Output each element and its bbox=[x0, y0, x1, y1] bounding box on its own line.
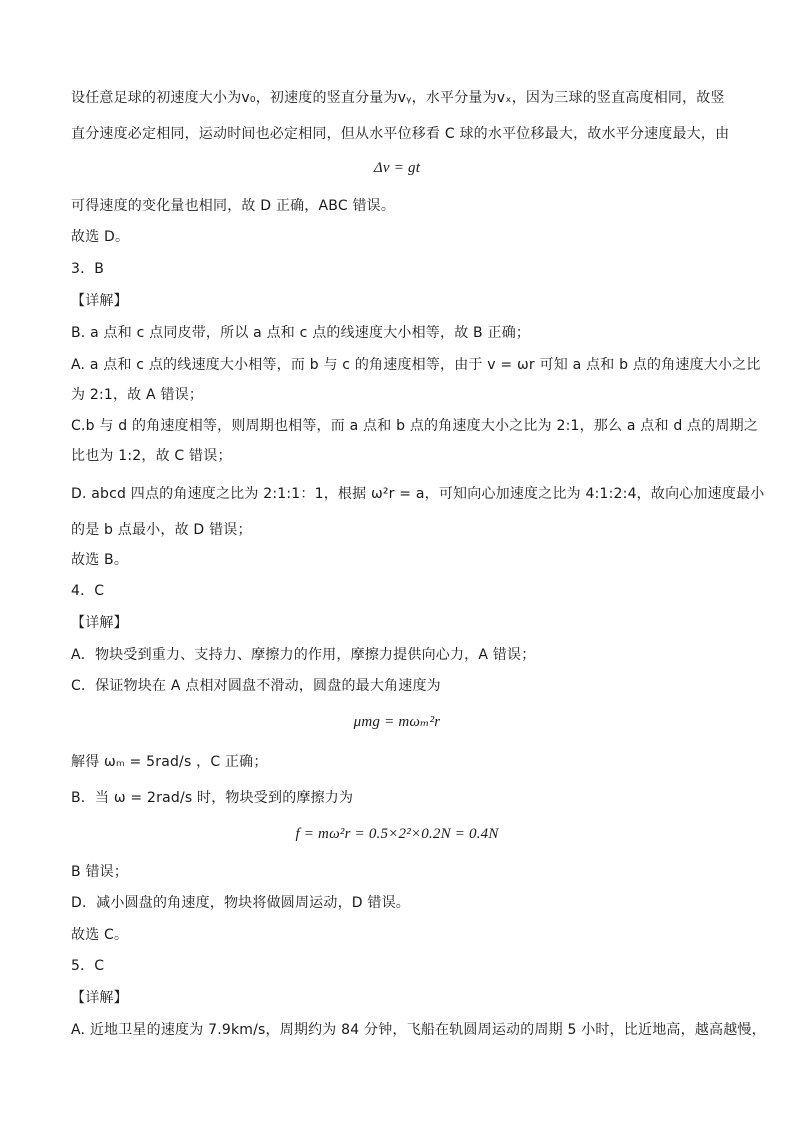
text-line: B 错误； bbox=[71, 864, 129, 880]
text-line: 解得 ωₘ = 5rad/s ，C 正确； bbox=[71, 754, 268, 770]
text-line: A．物块受到重力、支持力、摩擦力的作用，摩擦力提供向心力，A 错误； bbox=[71, 647, 536, 663]
text-line: D. abcd 四点的角速度之比为 2:1:1：1，根据 ω²r = a，可知向心加速度之比为 4:1:2:4，故向心加速度最小 bbox=[71, 486, 765, 502]
text-line: B. a 点和 c 点同皮带，所以 a 点和 c 点的线速度大小相等，故 B 正确； bbox=[71, 325, 531, 341]
text-line: 比也为 1:2，故 C 错误； bbox=[71, 448, 232, 464]
text-line: C.b 与 d 的角速度相等，则周期也相等，而 a 点和 b 点的角速度大小之比为 2:1，那么 a 点和 d 点的周期之 bbox=[71, 418, 759, 434]
text-line: 可得速度的变化量也相同，故 D 正确，ABC 错误。 bbox=[71, 198, 396, 214]
text-line: C．保证物块在 A 点相对圆盘不滑动，圆盘的最大角速度为 bbox=[71, 678, 441, 694]
text-line: 故选 D。 bbox=[71, 229, 130, 245]
text-line: 为 2:1，故 A 错误； bbox=[71, 387, 204, 403]
text-line: A. 近地卫星的速度为 7.9km/s，周期约为 84 分钟，飞船在轨圆周运动的周期 5 小时，比近地高，越高越慢， bbox=[71, 1022, 766, 1038]
answer-number: 5．C bbox=[71, 958, 105, 974]
answer-number: 3．B bbox=[71, 261, 105, 277]
text-line: A. a 点和 c 点的线速度大小相等，而 b 与 c 的角速度相等，由于 v = ωr 可知 a 点和 b 点的角速度大小之比 bbox=[71, 357, 761, 373]
equation: f = mω²r = 0.5×2²×0.2N = 0.4N bbox=[295, 826, 499, 842]
section-heading: 【详解】 bbox=[71, 615, 128, 631]
answer-number: 4．C bbox=[71, 583, 105, 599]
text-line: 的是 b 点最小，故 D 错误； bbox=[71, 522, 252, 538]
text-line: 故选 B。 bbox=[71, 552, 129, 568]
equation: Δv = gt bbox=[373, 160, 421, 176]
section-heading: 【详解】 bbox=[71, 293, 128, 309]
text-line: D．减小圆盘的角速度，物块将做圆周运动，D 错误。 bbox=[71, 895, 411, 911]
equation: μmg = mωₘ²r bbox=[353, 714, 441, 730]
text-line: 设任意足球的初速度大小为v₀，初速度的竖直分量为vᵧ，水平分量为vₓ，因为三球的竖直高度相同，故竖 bbox=[71, 90, 725, 106]
text-line: 直分速度必定相同，运动时间也必定相同，但从水平位移看 C 球的水平位移最大，故水平分速度最大，由 bbox=[71, 126, 730, 142]
section-heading: 【详解】 bbox=[71, 990, 128, 1006]
text-line: 故选 C。 bbox=[71, 927, 129, 943]
text-line: B．当 ω = 2rad/s 时，物块受到的摩擦力为 bbox=[71, 790, 354, 806]
